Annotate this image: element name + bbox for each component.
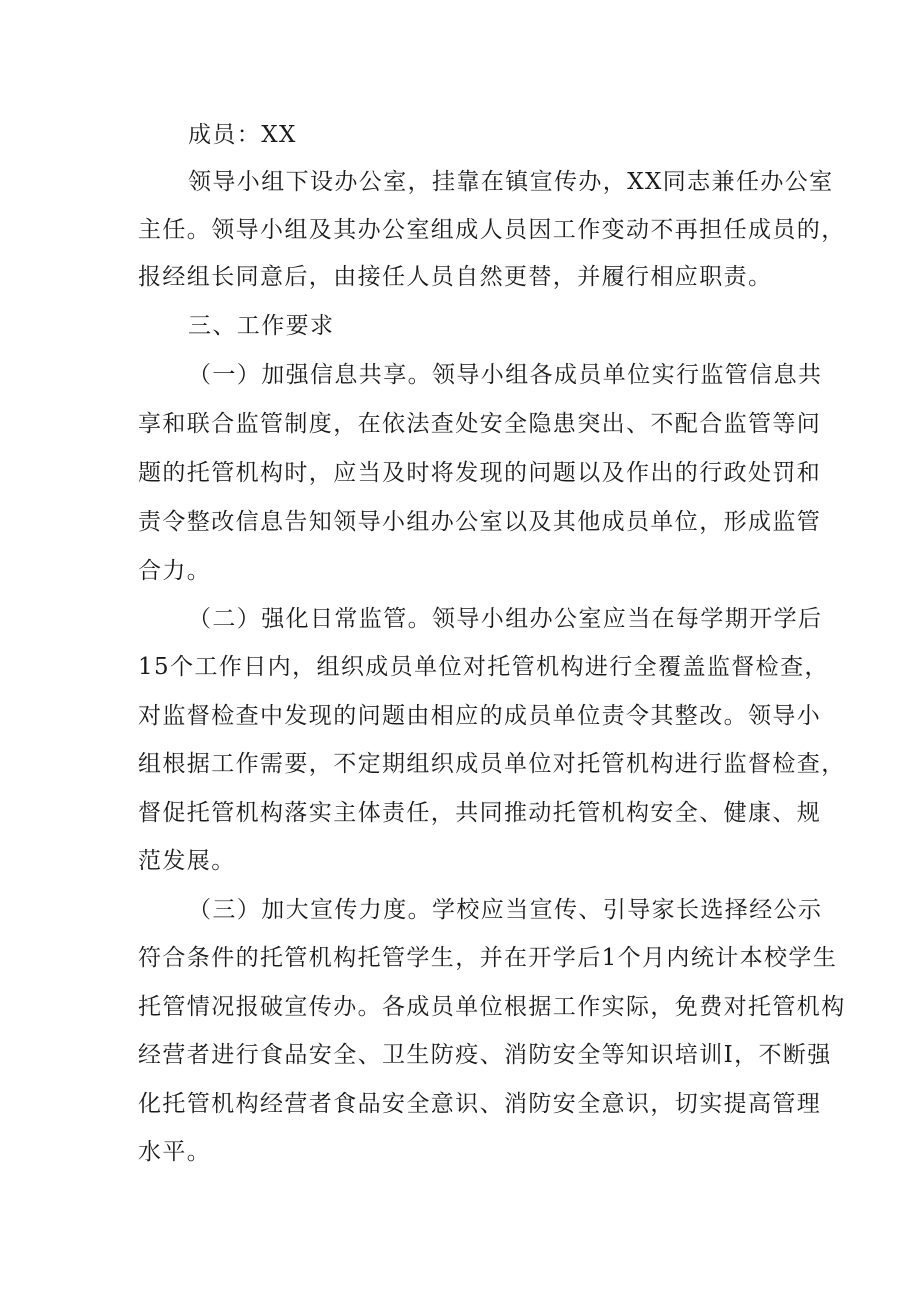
paragraph-3-line-1: （三）加大宣传力度。学校应当宣传、引导家长选择经公示 xyxy=(188,897,823,923)
paragraph-office-line-3: 报经组长同意后，由接任人员自然更替，并履行相应职责。 xyxy=(138,264,773,290)
paragraph-3-line-4: 经营者进行食品安全、卫生防疫、消防安全等知识培训Ι，不断强 xyxy=(138,1042,832,1068)
paragraph-2-line-4: 组根据工作需要，不定期组织成员单位对托管机构进行监督检查， xyxy=(138,751,846,777)
paragraph-1-line-2: 享和联合监管制度，在依法查处安全隐患突出、不配合监管等问 xyxy=(138,411,822,437)
paragraph-2-line-6: 范发展。 xyxy=(138,848,236,874)
section-heading-work-requirements: 三、工作要求 xyxy=(188,313,335,339)
paragraph-2-line-3: 对监督检查中发现的问题由相应的成员单位责令其整改。领导小 xyxy=(138,703,822,729)
paragraph-3-line-6: 水平。 xyxy=(138,1139,212,1165)
paragraph-1-line-3: 题的托管机构时，应当及时将发现的问题以及作出的行政处罚和 xyxy=(138,460,822,486)
paragraph-2-line-5: 督促托管机构落实主体责任，共同推动托管机构安全、健康、规 xyxy=(138,800,822,826)
paragraph-3-line-2: 符合条件的托管机构托管学生，并在开学后1个月内统计本校学生 xyxy=(138,945,838,971)
paragraph-office-line-2: 主任。领导小组及其办公室组成人员因工作变动不再担任成员的， xyxy=(138,217,846,243)
paragraph-2-line-2: 15个工作日内，组织成员单位对托管机构进行全覆盖监督检查， xyxy=(138,654,829,680)
paragraph-1-line-5: 合力。 xyxy=(138,558,212,584)
paragraph-2-line-1: （二）强化日常监管。领导小组办公室应当在每学期开学后 xyxy=(188,606,823,632)
paragraph-1-line-4: 责令整改信息告知领导小组办公室以及其他成员单位，形成监管 xyxy=(138,509,822,535)
paragraph-3-line-5: 化托管机构经营者食品安全意识、消防安全意识，切实提高管理 xyxy=(138,1091,822,1117)
paragraph-1-line-1: （一）加强信息共享。领导小组各成员单位实行监管信息共 xyxy=(188,362,823,388)
paragraph-office-line-1: 领导小组下设办公室，挂靠在镇宣传办，XX同志兼任办公室 xyxy=(188,169,834,195)
paragraph-3-line-3: 托管情况报破宣传办。各成员单位根据工作实际，免费对托管机构 xyxy=(138,994,846,1020)
paragraph-members-line: 成员：XX xyxy=(188,122,297,148)
